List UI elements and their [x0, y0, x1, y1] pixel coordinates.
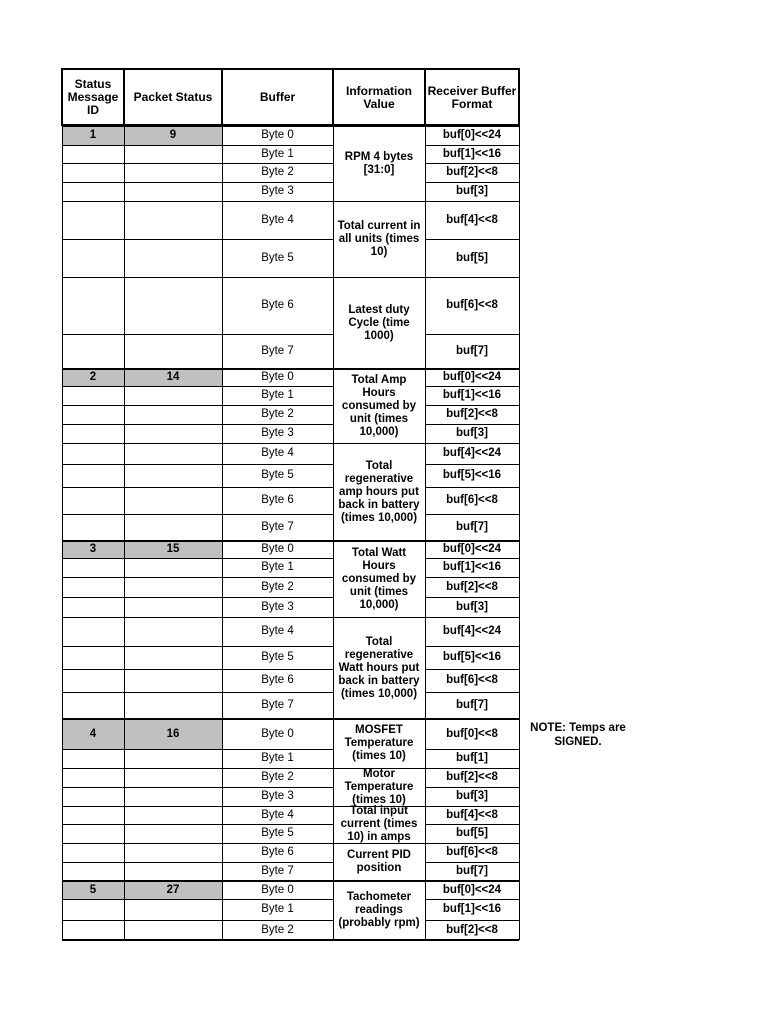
buffer-cell: Byte 6 — [261, 674, 294, 686]
status-id-cell — [62, 768, 124, 787]
packet-status-cell: 9 — [124, 126, 222, 145]
status-id-cell — [62, 443, 124, 464]
packet-status-cell: 14 — [124, 369, 222, 386]
receiver-format-cell: buf[5]<<16 — [442, 651, 502, 663]
buffer-cell: Byte 6 — [261, 494, 294, 506]
buffer-cell: Byte 5 — [261, 827, 294, 839]
receiver-format-cell: buf[0]<<24 — [442, 371, 502, 383]
packet-status-cell — [124, 577, 222, 597]
status-id-cell — [62, 334, 124, 369]
status-id-cell — [62, 577, 124, 597]
packet-status-cell — [124, 669, 222, 692]
status-id-cell — [62, 787, 124, 806]
receiver-format-cell: buf[2]<<8 — [446, 580, 498, 593]
receiver-format-cell: buf[1] — [456, 752, 488, 764]
buffer-cell: Byte 0 — [261, 727, 294, 740]
buffer-cell: Byte 1 — [261, 389, 294, 401]
receiver-format-cell: buf[7] — [456, 865, 488, 877]
packet-status-cell — [124, 145, 222, 163]
status-id-cell — [62, 182, 124, 201]
information-value-cell: MOSFET Temperature (times 10) — [344, 724, 414, 762]
buffer-cell: Byte 7 — [261, 699, 294, 711]
receiver-format-cell: buf[1]<<16 — [442, 389, 502, 401]
packet-status-cell — [124, 617, 222, 646]
buffer-cell: Byte 6 — [261, 846, 294, 858]
status-id-cell — [62, 558, 124, 577]
status-id-cell — [62, 487, 124, 514]
packet-status-cell — [124, 443, 222, 464]
packet-status-cell — [124, 514, 222, 541]
receiver-format-cell: buf[4]<<8 — [446, 213, 498, 226]
status-id-cell — [62, 920, 124, 940]
information-value-cell: Total Watt Hours consumed by unit (times 10,000) — [341, 546, 417, 611]
buffer-cell: Byte 0 — [261, 883, 294, 896]
buffer-cell: Byte 6 — [261, 299, 294, 311]
grid-line — [424, 68, 426, 126]
buffer-cell: Byte 1 — [261, 147, 294, 160]
buffer-cell: Byte 2 — [261, 166, 294, 178]
packet-status-cell — [124, 806, 222, 824]
receiver-format-cell: buf[7] — [456, 699, 488, 711]
receiver-format-cell: buf[0]<<8 — [446, 727, 498, 740]
receiver-format-cell: buf[5] — [456, 827, 488, 839]
grid-line — [61, 68, 63, 126]
receiver-format-cell: buf[3] — [456, 185, 488, 197]
receiver-format-cell: buf[6]<<8 — [446, 846, 498, 858]
status-id-cell — [62, 862, 124, 881]
packet-status-cell — [124, 334, 222, 369]
packet-status-cell — [124, 558, 222, 577]
buffer-cell: Byte 7 — [261, 345, 294, 357]
grid-line — [62, 124, 519, 127]
status-id-cell: 2 — [62, 369, 124, 386]
grid-line — [62, 68, 63, 940]
status-id-cell — [62, 163, 124, 182]
buffer-cell: Byte 2 — [261, 580, 294, 593]
buffer-cell: Byte 2 — [261, 771, 294, 783]
receiver-format-cell: buf[2]<<8 — [446, 408, 498, 420]
packet-status-cell — [124, 646, 222, 669]
buffer-cell: Byte 1 — [261, 752, 294, 764]
status-id-cell — [62, 692, 124, 719]
status-id-cell — [62, 843, 124, 862]
grid-line — [62, 718, 519, 720]
grid-line — [425, 68, 426, 940]
information-value-cell: Tachometer readings (probably rpm) — [338, 891, 420, 929]
receiver-format-cell: buf[0]<<24 — [442, 543, 502, 555]
header-packet-status: Packet Status — [133, 90, 213, 104]
status-id-cell — [62, 464, 124, 487]
receiver-format-cell: buf[1]<<16 — [442, 903, 502, 915]
packet-status-cell — [124, 277, 222, 334]
buffer-cell: Byte 1 — [261, 561, 294, 573]
status-id-cell — [62, 749, 124, 768]
receiver-format-cell: buf[1]<<16 — [442, 561, 502, 573]
status-id-cell — [62, 405, 124, 424]
buffer-cell: Byte 1 — [261, 903, 294, 915]
packet-status-cell — [124, 692, 222, 719]
information-value-cell: Total regenerative Watt hours put back in battery (times 10,000) — [338, 635, 420, 700]
receiver-format-cell: buf[2]<<8 — [446, 771, 498, 783]
buffer-cell: Byte 5 — [261, 651, 294, 663]
grid-line — [62, 939, 519, 940]
information-value-cell: Total Amp Hours consumed by unit (times 10,000) — [341, 373, 417, 438]
grid-line — [222, 68, 223, 940]
status-id-cell — [62, 386, 124, 405]
receiver-format-cell: buf[2]<<8 — [446, 923, 498, 936]
information-value-cell: Total input current (times 10) in amps — [340, 805, 418, 843]
buffer-cell: Byte 4 — [261, 625, 294, 637]
receiver-format-cell: buf[7] — [456, 345, 488, 357]
status-id-cell: 1 — [62, 126, 124, 145]
status-id-cell: 5 — [62, 881, 124, 899]
information-value-cell: Current PID position — [347, 849, 411, 874]
information-value-cell: RPM 4 bytes [31:0] — [344, 150, 414, 176]
status-id-cell — [62, 514, 124, 541]
header-buffer: Buffer — [259, 90, 296, 104]
packet-status-cell — [124, 424, 222, 443]
packet-status-cell — [124, 239, 222, 277]
header-information-value: Information Value — [346, 83, 412, 111]
packet-status-cell — [124, 768, 222, 787]
receiver-format-cell: buf[0]<<24 — [442, 883, 502, 896]
status-id-cell — [62, 201, 124, 239]
status-id-cell — [62, 277, 124, 334]
packet-status-cell — [124, 787, 222, 806]
buffer-cell: Byte 5 — [261, 469, 294, 481]
status-id-cell — [62, 899, 124, 920]
packet-status-cell — [124, 405, 222, 424]
information-value-cell: Total current in all units (times 10) — [337, 219, 421, 258]
status-id-cell — [62, 597, 124, 617]
receiver-format-cell: buf[3] — [456, 427, 488, 439]
grid-line — [333, 68, 334, 940]
receiver-format-cell: buf[1]<<16 — [442, 147, 502, 160]
buffer-cell: Byte 0 — [261, 543, 294, 555]
grid-line — [519, 68, 520, 940]
packet-status-cell — [124, 824, 222, 843]
buffer-cell: Byte 5 — [261, 251, 294, 264]
buffer-cell: Byte 3 — [261, 427, 294, 439]
header-status-message-id: Status Message ID — [67, 77, 119, 117]
packet-status-cell: 27 — [124, 881, 222, 899]
buffer-cell: Byte 4 — [261, 213, 294, 226]
packet-status-cell — [124, 862, 222, 881]
receiver-format-cell: buf[6]<<8 — [446, 299, 498, 311]
buffer-cell: Byte 2 — [261, 408, 294, 420]
packet-status-cell — [124, 386, 222, 405]
packet-status-cell: 16 — [124, 719, 222, 749]
receiver-format-cell: buf[5]<<16 — [442, 469, 502, 481]
status-id-cell: 4 — [62, 719, 124, 749]
grid-line — [62, 880, 519, 882]
status-id-cell — [62, 424, 124, 443]
receiver-format-cell: buf[6]<<8 — [446, 674, 498, 686]
receiver-format-cell: buf[4]<<24 — [442, 625, 502, 637]
receiver-format-cell: buf[2]<<8 — [446, 166, 498, 178]
packet-status-cell — [124, 920, 222, 940]
receiver-format-cell: buf[3] — [456, 790, 488, 802]
buffer-cell: Byte 4 — [261, 808, 294, 821]
receiver-format-cell: buf[4]<<24 — [442, 447, 502, 459]
grid-line — [62, 368, 519, 370]
receiver-format-cell: buf[5] — [456, 251, 488, 264]
buffer-cell: Byte 3 — [261, 185, 294, 197]
packet-status-cell — [124, 899, 222, 920]
buffer-cell: Byte 7 — [261, 865, 294, 877]
buffer-cell: Byte 3 — [261, 600, 294, 613]
grid-line — [62, 68, 519, 70]
receiver-format-cell: buf[3] — [456, 600, 488, 613]
packet-status-cell — [124, 843, 222, 862]
receiver-format-cell: buf[4]<<8 — [446, 808, 498, 821]
status-id-cell — [62, 669, 124, 692]
packet-status-cell — [124, 749, 222, 768]
grid-line — [124, 68, 125, 940]
receiver-format-cell: buf[0]<<24 — [442, 129, 502, 141]
buffer-cell: Byte 0 — [261, 371, 294, 383]
grid-line — [221, 68, 223, 126]
information-value-cell: Latest duty Cycle (time 1000) — [348, 303, 410, 342]
buffer-cell: Byte 3 — [261, 790, 294, 802]
buffer-cell: Byte 2 — [261, 923, 294, 936]
status-id-cell — [62, 239, 124, 277]
grid-line — [518, 68, 520, 126]
packet-status-cell — [124, 163, 222, 182]
status-id-cell — [62, 617, 124, 646]
packet-status-cell — [124, 464, 222, 487]
packet-status-cell: 15 — [124, 541, 222, 558]
packet-status-cell — [124, 487, 222, 514]
status-id-cell — [62, 145, 124, 163]
packet-status-cell — [124, 597, 222, 617]
status-id-cell — [62, 806, 124, 824]
packet-status-cell — [124, 201, 222, 239]
information-value-cell: Motor Temperature (times 10) — [344, 767, 414, 806]
information-value-cell: Total regenerative amp hours put back in battery (times 10,000) — [338, 459, 420, 524]
receiver-format-cell: buf[7] — [456, 521, 488, 533]
status-id-cell: 3 — [62, 541, 124, 558]
buffer-cell: Byte 4 — [261, 447, 294, 459]
buffer-cell: Byte 0 — [261, 129, 294, 141]
buffer-cell: Byte 7 — [261, 521, 294, 533]
status-id-cell — [62, 646, 124, 669]
receiver-format-cell: buf[6]<<8 — [446, 494, 498, 506]
grid-line — [332, 68, 334, 126]
grid-line — [123, 68, 125, 126]
grid-line — [62, 540, 519, 542]
packet-status-cell — [124, 182, 222, 201]
status-id-cell — [62, 824, 124, 843]
signed-temps-note: NOTE: Temps are SIGNED. — [530, 722, 626, 748]
header-receiver-buffer-format: Receiver Buffer Format — [427, 83, 517, 111]
